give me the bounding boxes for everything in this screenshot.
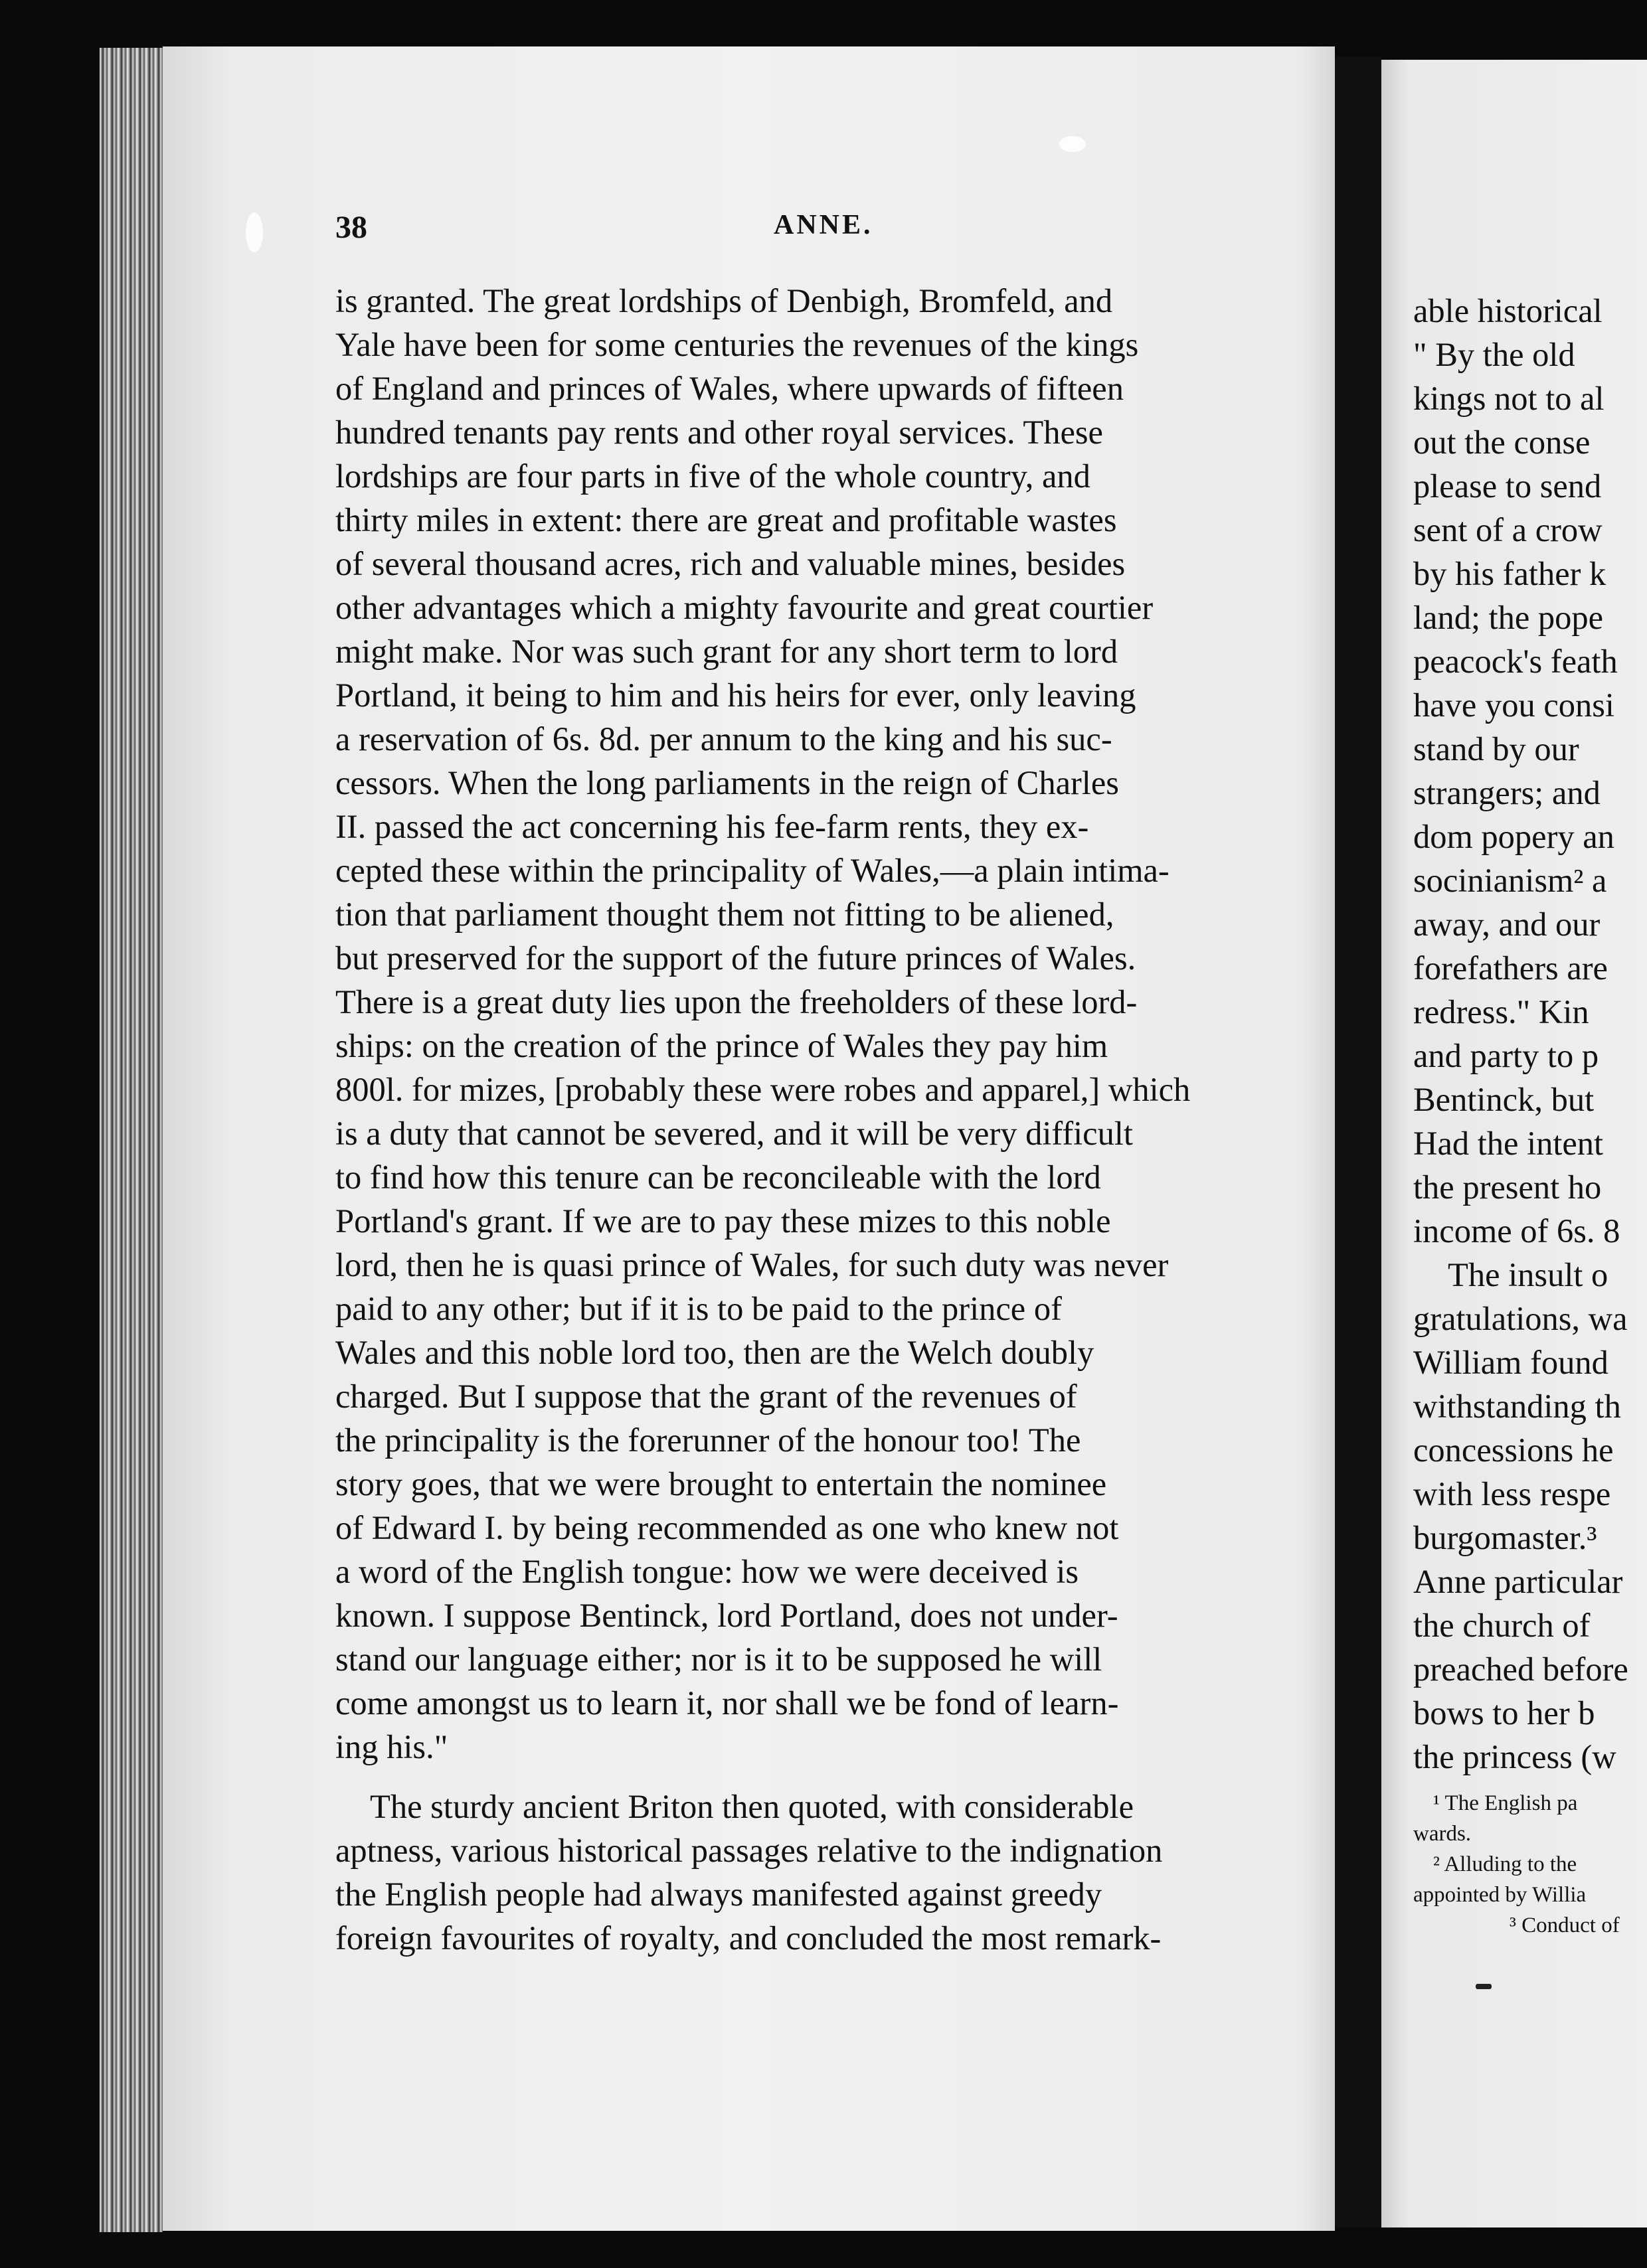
text-line: Anne particular <box>1413 1563 1623 1600</box>
text-line: redress." Kin <box>1413 993 1589 1030</box>
text-line: known. I suppose Bentinck, lord Portland, does not under- <box>335 1597 1118 1634</box>
text-line: sent of a crow <box>1413 511 1603 548</box>
text-line: a reservation of 6s. 8d. per annum to the king and his suc- <box>335 720 1112 758</box>
paper-blemish <box>246 212 263 252</box>
text-line: William found <box>1413 1344 1608 1381</box>
text-line: bows to her b <box>1413 1694 1595 1732</box>
text-line: gratulations, wa <box>1413 1300 1628 1337</box>
text-line: Portland, it being to him and his heirs for ever, only leaving <box>335 677 1136 714</box>
text-line: come amongst us to learn it, nor shall we be fond of learn- <box>335 1684 1119 1722</box>
text-line: out the conse <box>1413 424 1591 461</box>
book-gutter <box>1335 56 1381 2228</box>
text-line: dom popery an <box>1413 818 1614 855</box>
text-line: The insult o <box>1448 1256 1608 1293</box>
text-line: stand by our <box>1413 730 1579 768</box>
printer-mark <box>1476 1984 1492 1989</box>
text-line: cessors. When the long parliaments in the reign of Charles <box>335 764 1119 801</box>
book-binding-edge <box>100 48 163 2232</box>
text-line: have you consi <box>1413 687 1614 724</box>
text-line: able historical <box>1413 292 1603 329</box>
text-line: charged. But I suppose that the grant of the revenues of <box>335 1378 1077 1415</box>
text-line: land; the pope <box>1413 599 1604 636</box>
text-line: There is a great duty lies upon the freeholders of these lord- <box>335 983 1138 1020</box>
text-line: stand our language either; nor is it to be supposed he will <box>335 1641 1102 1678</box>
text-line: and party to p <box>1413 1037 1599 1074</box>
text-line: aptness, various historical passages relative to the indignation <box>335 1832 1163 1869</box>
text-line: the English people had always manifested against greedy <box>335 1876 1102 1913</box>
paper-blemish <box>1059 136 1086 152</box>
text-line: II. passed the act concerning his fee-farm rents, they ex- <box>335 808 1089 845</box>
text-line: " By the old <box>1413 336 1575 373</box>
text-line: the principality is the forerunner of the honour too! The <box>335 1421 1081 1459</box>
text-line: lordships are four parts in five of the whole country, and <box>335 457 1090 495</box>
text-line: strangers; and <box>1413 774 1601 811</box>
text-line: is a duty that cannot be severed, and it will be very difficult <box>335 1115 1133 1152</box>
text-line: story goes, that we were brought to entertain the nominee <box>335 1465 1107 1502</box>
text-line: burgomaster.³ <box>1413 1519 1597 1556</box>
text-line: tion that parliament thought them not fitting to be aliened, <box>335 896 1114 933</box>
footnote-line: appointed by Willia <box>1413 1883 1587 1907</box>
text-line: the princess (w <box>1413 1738 1616 1775</box>
text-line: hundred tenants pay rents and other royal services. These <box>335 414 1103 451</box>
text-line: but preserved for the support of the future princes of Wales. <box>335 939 1136 977</box>
text-line: ships: on the creation of the prince of Wales they pay him <box>335 1027 1108 1064</box>
text-line: peacock's feath <box>1413 643 1618 680</box>
text-line: cepted these within the principality of Wales,—a plain intima- <box>335 852 1170 889</box>
text-line: Bentinck, but <box>1413 1081 1595 1118</box>
text-line: foreign favourites of royalty, and concluded the most remark- <box>335 1919 1162 1957</box>
text-line: of England and princes of Wales, where upwards of fifteen <box>335 370 1124 407</box>
text-line: Portland's grant. If we are to pay these mizes to this noble <box>335 1202 1111 1240</box>
text-line: is granted. The great lordships of Denbigh, Bromfeld, and <box>335 282 1113 319</box>
text-line: forefathers are <box>1413 949 1608 987</box>
footnote-gap <box>1413 1779 1647 1788</box>
text-line: income of 6s. 8 <box>1413 1212 1620 1250</box>
text-line: preached before <box>1413 1651 1628 1688</box>
footnote-line: ² Alluding to the <box>1433 1852 1577 1876</box>
text-line: of several thousand acres, rich and valuable mines, besides <box>335 545 1126 582</box>
text-line: socinianism² a <box>1413 862 1607 899</box>
text-line: Wales and this noble lord too, then are the Welch doubly <box>335 1334 1094 1371</box>
text-line: The sturdy ancient Briton then quoted, with considerable <box>370 1788 1134 1825</box>
paragraph-gap <box>335 1769 1298 1785</box>
text-line: Yale have been for some centuries the revenues of the kings <box>335 326 1139 363</box>
text-line: with less respe <box>1413 1475 1611 1512</box>
footnote-line: ¹ The English pa <box>1433 1791 1578 1815</box>
running-title: ANNE. <box>774 210 873 240</box>
text-line: please to send <box>1413 467 1602 505</box>
text-line: of Edward I. by being recommended as one who knew not <box>335 1509 1119 1546</box>
text-line: kings not to al <box>1413 380 1604 417</box>
text-line: concessions he <box>1413 1431 1614 1469</box>
page-number: 38 <box>335 210 367 245</box>
text-line: Had the intent <box>1413 1125 1604 1162</box>
main-text <box>335 279 1298 1960</box>
text-line: might make. Nor was such grant for any short term to lord <box>335 633 1118 670</box>
footnote-line: ³ Conduct of <box>1510 1913 1620 1937</box>
text-line: paid to any other; but if it is to be paid to the prince of <box>335 1290 1062 1327</box>
text-line: 800l. for mizes, [probably these were robes and apparel,] which <box>335 1071 1191 1108</box>
text-line: ing his." <box>335 1728 448 1765</box>
text-line: withstanding th <box>1413 1388 1621 1425</box>
right-page-text <box>1413 289 1647 1941</box>
text-line: to find how this tenure can be reconcileable with the lord <box>335 1159 1101 1196</box>
text-line: the present ho <box>1413 1169 1602 1206</box>
text-line: other advantages which a mighty favourite and great courtier <box>335 589 1154 626</box>
text-line: the church of <box>1413 1607 1591 1644</box>
text-line: a word of the English tongue: how we were deceived is <box>335 1553 1079 1590</box>
text-line: away, and our <box>1413 906 1601 943</box>
text-line: lord, then he is quasi prince of Wales, for such duty was never <box>335 1246 1169 1283</box>
text-line: by his father k <box>1413 555 1606 592</box>
text-line: thirty miles in extent: there are great and profitable wastes <box>335 501 1117 538</box>
footnote-line: wards. <box>1413 1822 1472 1846</box>
